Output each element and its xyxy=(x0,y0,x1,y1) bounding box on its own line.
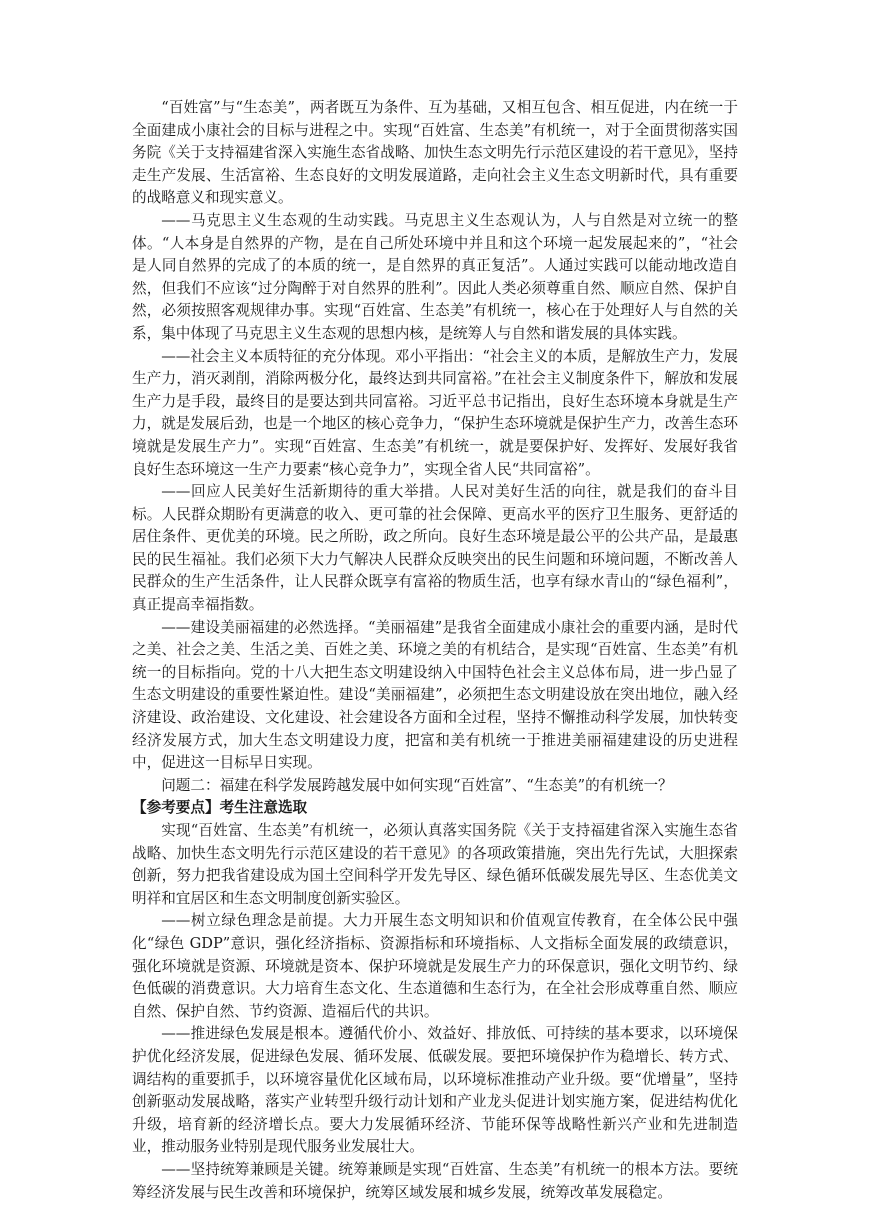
paragraph-implementation: 实现“百姓富、生态美”有机统一，必须认真落实国务院《关于支持福建省深入实施生态省战略、加快生态文明先行示范区建设的若干意见》的各项政策措施，突出先行先试，大胆探索创新，努力把我省建设成为国土空间科学开发先导区、绿色循环低碳发展先导区、生态优美文明祥和宜居区和生态文明制度创新实验区。 xyxy=(132,822,738,907)
paragraph-green-concept: ——树立绿色理念是前提。大力开展生态文明知识和价值观宣传教育，在全体公民中强化“绿色 GDP”意识，强化经济指标、资源指标和环境指标、人文指标全面发展的政绩意识，强化环境就是资源、环境就是资本、保护环境就是发展生产力的环保意识，强化文明节约、绿色低碳的消费意识。大力培育生态文化、生态道德和生态行为，在全社会形成尊重自然、顺应自然、保护自然、节约资源、造福后代的共识。 xyxy=(132,912,738,1020)
paragraph-beautiful-fujian: ——建设美丽福建的必然选择。“美丽福建”是我省全面建成小康社会的重要内涵，是时代之美、社会之美、生活之美、百姓之美、环境之美的有机结合，是实现“百姓富、生态美”有机统一的目标指向。党的十八大把生态文明建设纳入中国特色社会主义总体布局，进一步凸显了生态文明建设的重要性紧迫性。建设“美丽福建”，必须把生态文明建设放在突出地位，融入经济建设、政治建设、文化建设、社会建设各方面和全过程，坚持不懈推动科学发展，加快转变经济发展方式，加大生态文明建设力度，把富和美有机统一于推进美丽福建建设的历史进程中，促进这一目标早日实现。 xyxy=(132,618,738,772)
paragraph-intro: “百姓富”与“生态美”，两者既互为条件、互为基础，又相互包含、相互促进，内在统一于全面建成小康社会的目标与进程之中。实现“百姓富、生态美”有机统一，对于全面贯彻落实国务院《关于支持福建省深入实施生态省战略、加快生态文明先行示范区建设的若干意见》，坚持走生产发展、生活富裕、生态良好的文明发展道路，走向社会主义生态文明新时代，具有重要的战略意义和现实意义。 xyxy=(132,99,738,207)
reference-points-heading: 【参考要点】考生注意选取 xyxy=(132,799,308,817)
paragraph-better-life: ——回应人民美好生活新期待的重大举措。人民对美好生活的向往，就是我们的奋斗目标。人民群众期盼有更满意的收入、更可靠的社会保障、更高水平的医疗卫生服务、更舒适的居住条件、更优美的环境。民之所盼，政之所向。良好生态环境是最公平的公共产品，是最惠民的民生福祉。我们必须下大力气解决人民群众反映突出的民生问题和环境问题，不断改善人民群众的生产生活条件，让人民群众既享有富裕的物质生活，也享有绿水青山的“绿色福利”，真正提高幸福指数。 xyxy=(132,483,738,614)
question-two: 问题二：福建在科学发展跨越发展中如何实现“百姓富”、“生态美”的有机统一？ xyxy=(161,776,673,794)
paragraph-socialism-essence: ——社会主义本质特征的充分体现。邓小平指出：“社会主义的本质，是解放生产力，发展生产力，消灭剥削，消除两极分化，最终达到共同富裕。”在社会主义制度条件下，解放和发展生产力是手段，最终目的是要达到共同富裕。习近平总书记指出，良好生态环境本身就是生产力，就是发展后劲，也是一个地区的核心竞争力，“保护生态环境就是保护生产力，改善生态环境就是发展生产力”。实现“百姓富、生态美”有机统一，就是要保护好、发挥好、发展好我省良好生态环境这一生产力要素“核心竞争力”，实现全省人民“共同富裕”。 xyxy=(132,347,738,478)
paragraph-overall-planning: ——坚持统筹兼顾是关键。统筹兼顾是实现“百姓富、生态美”有机统一的根本方法。要统筹经济发展与民生改善和环境保护，统筹区域发展和城乡发展，统筹改革发展稳定。 xyxy=(132,1160,738,1201)
paragraph-green-development: ——推进绿色发展是根本。遵循代价小、效益好、排放低、可持续的基本要求，以环境保护优化经济发展，促进绿色发展、循环发展、低碳发展。要把环境保护作为稳增长、转方式、调结构的重要抓手，以环境容量优化区域布局，以环境标准推动产业升级。要“优增量”，坚持创新驱动发展战略，落实产业转型升级行动计划和产业龙头促进计划实施方案，促进结构优化升级，培育新的经济增长点。要大力发展循环经济、节能环保等战略性新兴产业和先进制造业，推动服务业特别是现代服务业发展壮大。 xyxy=(132,1025,738,1156)
document-page xyxy=(132,97,738,1204)
paragraph-marxist-ecology: ——马克思主义生态观的生动实践。马克思主义生态观认为，人与自然是对立统一的整体。“人本身是自然界的产物，是在自己所处环境中并且和这个环境一起发展起来的”，“社会是人同自然界的完成了的本质的统一，是自然界的真正复活”。人通过实践可以能动地改造自然，但我们不应该“过分陶醉于对自然界的胜利”。因此人类必须尊重自然、顺应自然、保护自然，必须按照客观规律办事。实现“百姓富、生态美”有机统一，核心在于处理好人与自然的关系，集中体现了马克思主义生态观的思想内核，是统筹人与自然和谐发展的具体实践。 xyxy=(132,211,738,342)
